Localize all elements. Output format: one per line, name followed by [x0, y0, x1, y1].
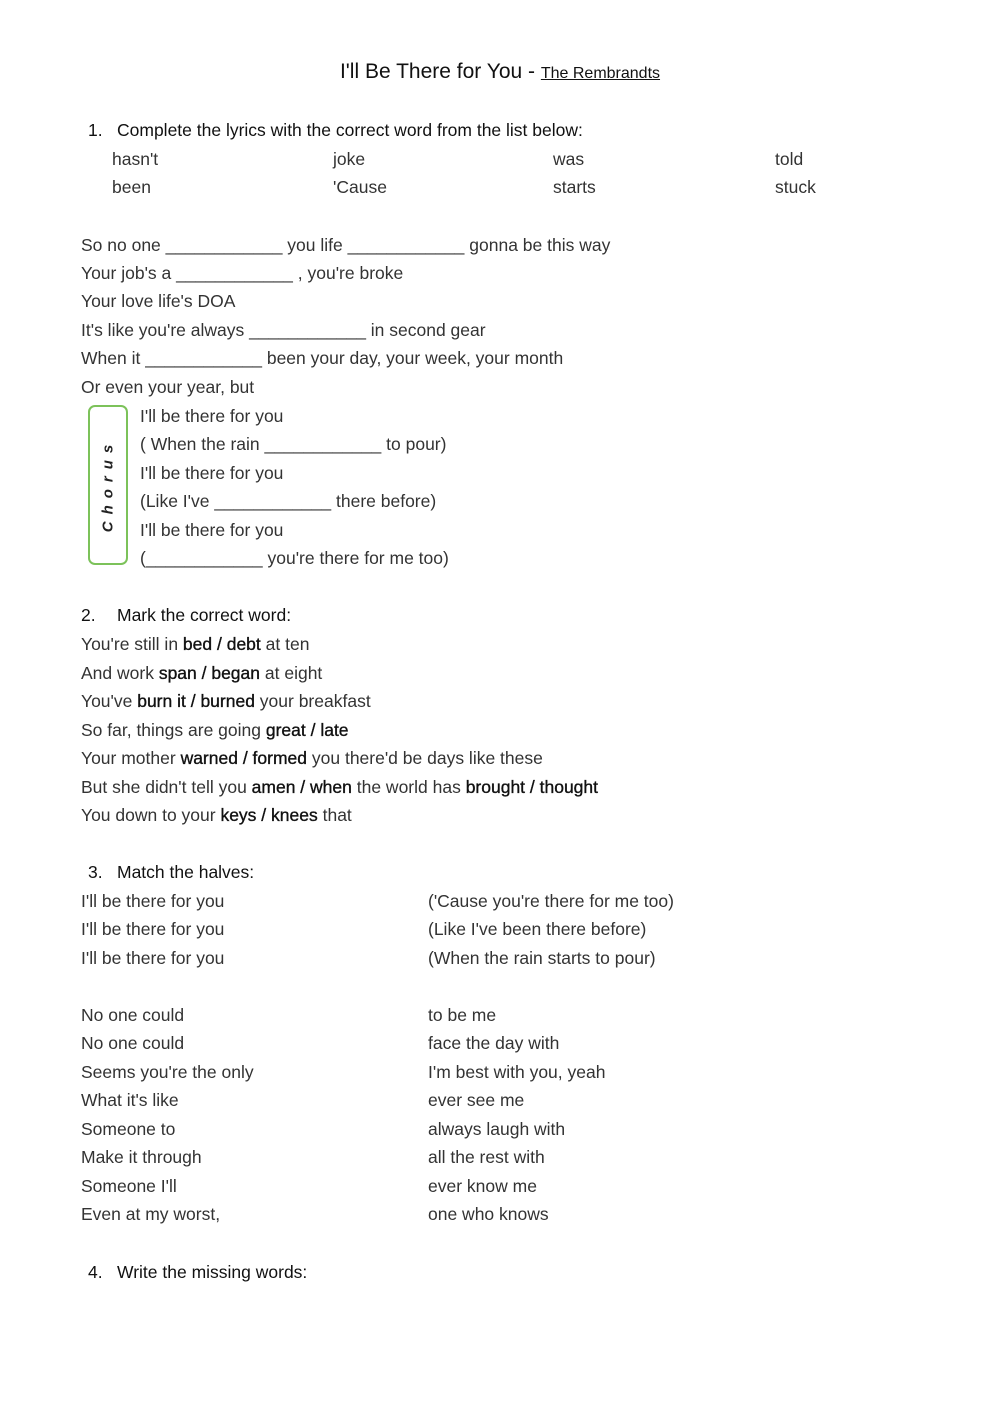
match-left-item[interactable]: No one could: [81, 1005, 185, 1025]
section-number: 3.: [88, 862, 103, 882]
section-heading-text: Mark the correct word:: [117, 605, 292, 625]
lyric-line: It's like you're always ____________ in second gear: [81, 320, 486, 340]
match-right-item[interactable]: ('Cause you're there for me too): [428, 891, 674, 911]
word-bank-item: was: [553, 149, 585, 169]
match-left-item[interactable]: Make it through: [81, 1147, 202, 1167]
word-choice[interactable]: warned / formed: [180, 748, 308, 768]
word-choice[interactable]: keys / knees: [220, 805, 318, 825]
chorus-line: I'll be there for you: [140, 406, 284, 426]
section-2-heading: [81, 605, 291, 626]
lyric-line: Your job's a ____________ , you're broke: [81, 263, 404, 283]
word-choice[interactable]: burn it / burned: [137, 691, 255, 711]
word-bank-item: joke: [333, 149, 366, 169]
section-heading-text: Complete the lyrics with the correct word from the list below:: [117, 120, 583, 140]
chorus-line: I'll be there for you: [140, 520, 284, 540]
chorus-line: (Like I've ____________ there before): [140, 491, 437, 511]
word-bank-item: stuck: [775, 177, 816, 197]
page-title: [0, 60, 1000, 84]
word-bank-item: been: [112, 177, 151, 197]
match-right-item[interactable]: all the rest with: [428, 1147, 545, 1167]
word-choice[interactable]: great / late: [265, 720, 349, 740]
section-number: 1.: [88, 120, 103, 140]
match-right-item[interactable]: I'm best with you, yeah: [428, 1062, 606, 1082]
match-left-item[interactable]: I'll be there for you: [81, 948, 225, 968]
match-right-item[interactable]: ever know me: [428, 1176, 537, 1196]
word-bank-item: told: [775, 149, 804, 169]
word-choice[interactable]: span / began: [158, 663, 261, 683]
match-left-item[interactable]: Even at my worst,: [81, 1204, 221, 1224]
section-1-heading: [88, 120, 583, 141]
match-left-item[interactable]: I'll be there for you: [81, 919, 225, 939]
mark-word-line: And work span / began at eight: [81, 663, 323, 683]
lyric-line: When it ____________ been your day, your week, your month: [81, 348, 564, 368]
chorus-label: Chorus: [99, 437, 117, 533]
match-left-item[interactable]: Seems you're the only: [81, 1062, 254, 1082]
mark-word-line: You down to your keys / knees that: [81, 805, 352, 825]
mark-word-line: But she didn't tell you amen / when the world has brought / thought: [81, 777, 599, 797]
match-right-item[interactable]: always laugh with: [428, 1119, 566, 1139]
word-bank-item: hasn't: [112, 149, 159, 169]
section-heading-text: Write the missing words:: [117, 1262, 308, 1282]
section-number: 4.: [88, 1262, 103, 1282]
word-choice[interactable]: bed / debt: [182, 634, 261, 654]
lyric-line: Your love life's DOA: [81, 291, 236, 311]
match-left-item[interactable]: Someone I'll: [81, 1176, 177, 1196]
match-right-item[interactable]: ever see me: [428, 1090, 525, 1110]
lyric-line: So no one ____________ you life ____________ gonna be this way: [81, 235, 611, 255]
match-right-item[interactable]: one who knows: [428, 1204, 549, 1224]
artist-link[interactable]: The Rembrandts: [540, 65, 661, 82]
match-left-item[interactable]: What it's like: [81, 1090, 179, 1110]
section-3-heading: [88, 862, 254, 883]
match-right-item[interactable]: (When the rain starts to pour): [428, 948, 656, 968]
section-number: 2.: [81, 605, 96, 625]
chorus-box: [88, 405, 128, 565]
match-left-item[interactable]: Someone to: [81, 1119, 176, 1139]
section-4-heading: [88, 1262, 307, 1283]
match-right-item[interactable]: to be me: [428, 1005, 497, 1025]
word-choice[interactable]: brought / thought: [465, 777, 599, 797]
mark-word-line: You're still in bed / debt at ten: [81, 634, 310, 654]
lyric-line: Or even your year, but: [81, 377, 255, 397]
mark-word-line: You've burn it / burned your breakfast: [81, 691, 371, 711]
match-left-item[interactable]: No one could: [81, 1033, 185, 1053]
word-bank-item: starts: [553, 177, 596, 197]
chorus-line: (____________ you're there for me too): [140, 548, 449, 568]
word-bank-item: 'Cause: [333, 177, 387, 197]
mark-word-line: So far, things are going great / late: [81, 720, 349, 740]
section-heading-text: Match the halves:: [117, 862, 255, 882]
word-choice[interactable]: amen / when: [251, 777, 352, 797]
match-right-item[interactable]: face the day with: [428, 1033, 560, 1053]
song-title: I'll Be There for You -: [339, 60, 541, 83]
chorus-line: ( When the rain ____________ to pour): [140, 434, 447, 454]
mark-word-line: Your mother warned / formed you there'd be days like these: [81, 748, 543, 768]
match-right-item[interactable]: (Like I've been there before): [428, 919, 647, 939]
chorus-line: I'll be there for you: [140, 463, 284, 483]
match-left-item[interactable]: I'll be there for you: [81, 891, 225, 911]
